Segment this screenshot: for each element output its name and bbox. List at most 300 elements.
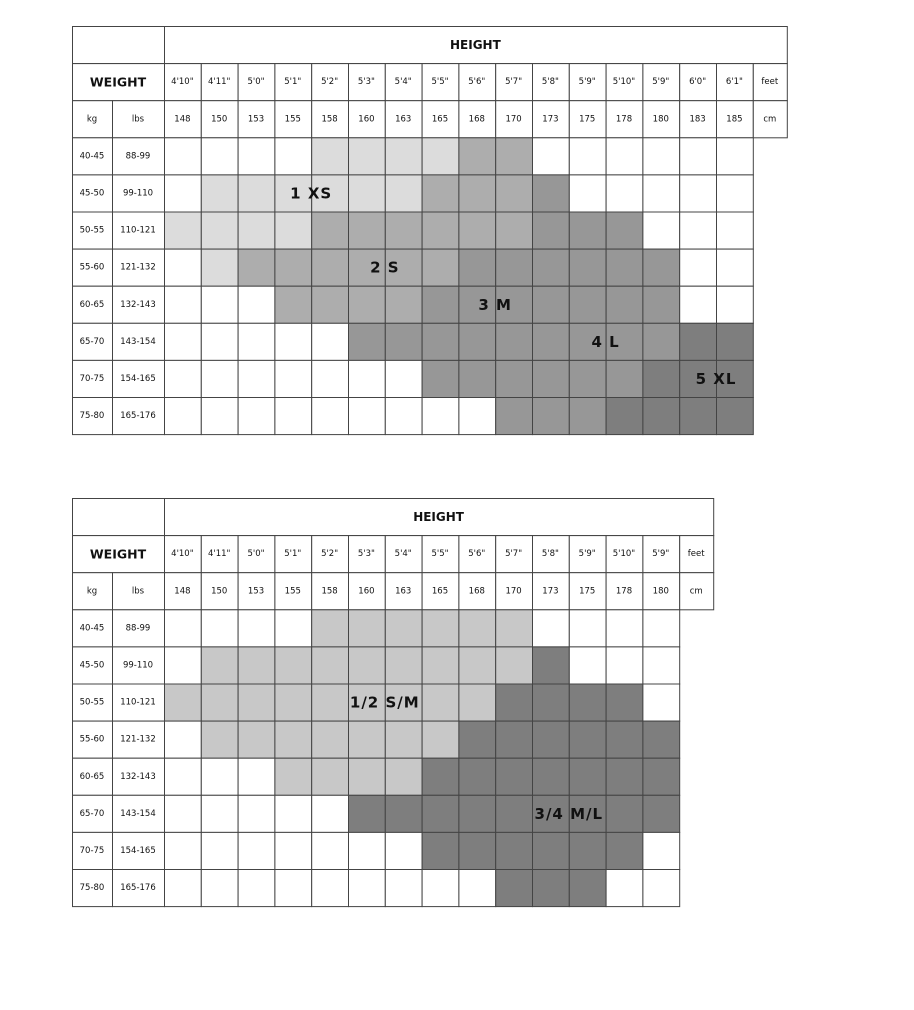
- height-cm-label: 175: [579, 114, 596, 125]
- size-grid-cell: [312, 832, 349, 869]
- height-cm-label: 150: [211, 114, 228, 125]
- weight-kg-label: 50-55: [79, 225, 105, 236]
- size-grid-cell: [606, 249, 643, 286]
- size-grid-cell: [349, 286, 386, 323]
- size-grid-cell: [643, 323, 680, 360]
- size-grid-cell: [165, 795, 202, 832]
- size-grid-cell: [496, 323, 533, 360]
- size-grid-cell: [533, 870, 570, 907]
- size-grid-cell: [275, 832, 312, 869]
- height-ft-label: 5'9": [652, 549, 670, 560]
- size-chart-2-svg: [72, 498, 722, 910]
- corner-cell: [73, 27, 165, 64]
- size-grid-cell: [459, 212, 496, 249]
- size-grid-cell: [312, 870, 349, 907]
- size-grid-cell: [717, 286, 754, 323]
- height-ft-label: 5'9": [578, 549, 596, 560]
- height-ft-label: 5'8": [541, 549, 559, 560]
- size-grid-cell: [275, 647, 312, 684]
- size-grid-cell: [569, 684, 606, 721]
- height-cm-label: 180: [652, 114, 669, 125]
- size-grid-cell: [385, 212, 422, 249]
- height-ft-label: 5'7": [505, 549, 523, 560]
- size-grid-cell: [643, 398, 680, 435]
- size-grid-cell: [349, 175, 386, 212]
- height-cm-label: 185: [726, 114, 743, 125]
- size-grid-cell: [569, 610, 606, 647]
- size-grid-cell: [496, 721, 533, 758]
- size-grid-cell: [165, 138, 202, 175]
- size-grid-cell: [459, 323, 496, 360]
- size-grid-cell: [496, 795, 533, 832]
- size-grid-cell: [680, 138, 717, 175]
- weight-lbs-label: 88-99: [125, 151, 151, 162]
- height-ft-label: 5'6": [468, 77, 486, 88]
- lbs-header: lbs: [131, 114, 145, 125]
- weight-lbs-label: 143-154: [120, 336, 156, 347]
- size-grid-cell: [717, 175, 754, 212]
- height-cm-label: 183: [689, 114, 706, 125]
- size-grid-cell: [717, 138, 754, 175]
- kg-header: kg: [86, 586, 98, 597]
- size-grid-cell: [680, 286, 717, 323]
- weight-kg-label: 55-60: [79, 262, 105, 273]
- size-grid-cell: [165, 249, 202, 286]
- size-grid-cell: [496, 647, 533, 684]
- height-cm-label: 158: [321, 114, 338, 125]
- size-grid-cell: [606, 212, 643, 249]
- size-grid-cell: [165, 684, 202, 721]
- size-label: 3/4 M/L: [534, 804, 604, 823]
- size-grid-cell: [385, 758, 422, 795]
- size-grid-cell: [201, 398, 238, 435]
- size-grid-cell: [717, 398, 754, 435]
- size-grid-cell: [606, 138, 643, 175]
- size-grid-cell: [165, 870, 202, 907]
- size-grid-cell: [606, 795, 643, 832]
- height-cm-label: 168: [468, 586, 485, 597]
- size-grid-cell: [349, 610, 386, 647]
- size-grid-cell: [275, 795, 312, 832]
- weight-kg-label: 40-45: [79, 623, 105, 634]
- size-grid-cell: [422, 360, 459, 397]
- height-cm-label: 173: [542, 586, 559, 597]
- size-grid-cell: [312, 138, 349, 175]
- size-grid-cell: [385, 610, 422, 647]
- height-ft-label: 5'8": [541, 77, 559, 88]
- height-ft-label: 5'6": [468, 549, 486, 560]
- size-grid-cell: [385, 832, 422, 869]
- size-grid-cell: [201, 138, 238, 175]
- size-grid-cell: [385, 175, 422, 212]
- size-grid-cell: [606, 647, 643, 684]
- size-grid-cell: [569, 360, 606, 397]
- height-cm-label: 175: [579, 586, 596, 597]
- height-ft-label: 6'1": [725, 77, 743, 88]
- size-grid-cell: [606, 684, 643, 721]
- size-grid-cell: [533, 684, 570, 721]
- size-label: 1/2 S/M: [349, 693, 420, 712]
- height-cm-label: 163: [395, 586, 412, 597]
- size-grid-cell: [569, 286, 606, 323]
- size-grid-cell: [496, 212, 533, 249]
- size-grid-cell: [422, 398, 459, 435]
- height-ft-label: 5'7": [505, 77, 523, 88]
- size-grid-cell: [165, 175, 202, 212]
- size-grid-cell: [349, 212, 386, 249]
- size-grid-cell: [165, 610, 202, 647]
- size-grid-cell: [496, 398, 533, 435]
- size-grid-cell: [201, 647, 238, 684]
- height-ft-label: 5'5": [431, 77, 449, 88]
- size-grid-cell: [569, 647, 606, 684]
- size-grid-cell: [385, 360, 422, 397]
- size-grid-cell: [238, 795, 275, 832]
- height-cm-label: 168: [468, 114, 485, 125]
- size-grid-cell: [643, 758, 680, 795]
- size-grid-cell: [201, 360, 238, 397]
- size-grid-cell: [275, 870, 312, 907]
- size-grid-cell: [385, 647, 422, 684]
- size-grid-cell: [643, 684, 680, 721]
- size-grid-cell: [643, 286, 680, 323]
- size-grid-cell: [459, 758, 496, 795]
- size-grid-cell: [459, 610, 496, 647]
- size-grid-cell: [238, 286, 275, 323]
- height-ft-label: 5'2": [321, 77, 339, 88]
- size-grid-cell: [238, 138, 275, 175]
- size-grid-cell: [422, 795, 459, 832]
- size-grid-cell: [459, 684, 496, 721]
- size-label: 3 M: [478, 295, 512, 314]
- size-grid-cell: [312, 795, 349, 832]
- size-grid-cell: [312, 758, 349, 795]
- weight-kg-label: 75-80: [79, 411, 105, 422]
- size-grid-cell: [201, 323, 238, 360]
- size-grid-cell: [349, 323, 386, 360]
- weight-kg-label: 45-50: [79, 660, 105, 671]
- size-grid-cell: [422, 870, 459, 907]
- size-grid-cell: [312, 684, 349, 721]
- size-grid-cell: [680, 249, 717, 286]
- size-grid-cell: [312, 398, 349, 435]
- size-chart-1: [72, 26, 792, 438]
- size-grid-cell: [643, 647, 680, 684]
- height-ft-label: 5'9": [578, 77, 596, 88]
- size-grid-cell: [275, 398, 312, 435]
- size-grid-cell: [312, 647, 349, 684]
- height-ft-label: 5'1": [284, 549, 302, 560]
- height-ft-label: 5'0": [247, 549, 265, 560]
- height-cm-label: 173: [542, 114, 559, 125]
- size-grid-cell: [459, 721, 496, 758]
- cm-unit-label: cm: [689, 586, 703, 597]
- kg-header: kg: [86, 114, 98, 125]
- size-chart-2: [72, 498, 722, 910]
- weight-lbs-label: 99-110: [122, 660, 154, 671]
- size-grid-cell: [165, 212, 202, 249]
- size-grid-cell: [533, 610, 570, 647]
- size-grid-cell: [496, 249, 533, 286]
- size-grid-cell: [606, 721, 643, 758]
- size-grid-cell: [680, 398, 717, 435]
- size-grid-cell: [312, 323, 349, 360]
- size-grid-cell: [533, 138, 570, 175]
- height-ft-label: 4'11": [207, 549, 231, 560]
- feet-unit-label: feet: [761, 77, 779, 88]
- size-grid-cell: [422, 212, 459, 249]
- size-grid-cell: [238, 870, 275, 907]
- size-grid-cell: [312, 249, 349, 286]
- size-grid-cell: [312, 610, 349, 647]
- size-grid-cell: [238, 758, 275, 795]
- weight-lbs-label: 165-176: [120, 411, 156, 422]
- size-label: 4 L: [591, 332, 620, 351]
- size-grid-cell: [422, 610, 459, 647]
- size-grid-cell: [569, 758, 606, 795]
- weight-lbs-label: 121-132: [120, 262, 156, 273]
- height-cm-label: 178: [615, 114, 633, 125]
- weight-kg-label: 70-75: [79, 845, 105, 856]
- size-grid-cell: [422, 249, 459, 286]
- corner-cell: [73, 499, 165, 536]
- size-grid-cell: [569, 175, 606, 212]
- size-grid-cell: [201, 610, 238, 647]
- weight-lbs-label: 99-110: [122, 188, 154, 199]
- weight-lbs-label: 132-143: [120, 299, 156, 310]
- size-label: 5 XL: [695, 369, 737, 388]
- size-label: 1 XS: [290, 184, 333, 203]
- height-ft-label: 5'4": [394, 77, 412, 88]
- size-grid-cell: [275, 684, 312, 721]
- size-grid-cell: [643, 721, 680, 758]
- size-grid-cell: [422, 721, 459, 758]
- size-grid-cell: [643, 249, 680, 286]
- size-grid-cell: [606, 398, 643, 435]
- size-label: 2 S: [370, 258, 400, 277]
- size-grid-cell: [238, 360, 275, 397]
- size-grid-cell: [717, 212, 754, 249]
- size-grid-cell: [312, 721, 349, 758]
- size-grid-cell: [459, 249, 496, 286]
- height-ft-label: 5'3": [357, 549, 375, 560]
- size-grid-cell: [459, 647, 496, 684]
- size-grid-cell: [606, 758, 643, 795]
- size-grid-cell: [201, 758, 238, 795]
- size-grid-cell: [533, 360, 570, 397]
- size-grid-cell: [238, 832, 275, 869]
- size-grid-cell: [275, 360, 312, 397]
- size-grid-cell: [312, 360, 349, 397]
- size-grid-cell: [496, 138, 533, 175]
- size-grid-cell: [201, 212, 238, 249]
- size-grid-cell: [533, 398, 570, 435]
- weight-kg-label: 55-60: [79, 734, 105, 745]
- cm-unit-label: cm: [763, 114, 777, 125]
- size-grid-cell: [422, 647, 459, 684]
- height-cm-label: 153: [247, 114, 265, 125]
- size-grid-cell: [275, 323, 312, 360]
- weight-lbs-label: 121-132: [120, 734, 156, 745]
- height-cm-label: 160: [358, 114, 375, 125]
- height-ft-label: 5'10": [612, 77, 636, 88]
- size-grid-cell: [275, 138, 312, 175]
- weight-header: WEIGHT: [89, 546, 147, 562]
- size-grid-cell: [349, 870, 386, 907]
- size-grid-cell: [643, 212, 680, 249]
- height-ft-label: 4'11": [207, 77, 231, 88]
- size-grid-cell: [349, 795, 386, 832]
- feet-unit-label: feet: [687, 549, 705, 560]
- size-grid-cell: [606, 360, 643, 397]
- size-grid-cell: [533, 323, 570, 360]
- size-grid-cell: [349, 832, 386, 869]
- height-cm-label: 165: [431, 114, 449, 125]
- size-grid-cell: [606, 175, 643, 212]
- weight-lbs-label: 165-176: [120, 883, 156, 894]
- size-grid-cell: [459, 832, 496, 869]
- size-grid-cell: [422, 758, 459, 795]
- size-grid-cell: [422, 175, 459, 212]
- size-grid-cell: [533, 647, 570, 684]
- size-grid-cell: [312, 286, 349, 323]
- size-grid-cell: [238, 398, 275, 435]
- height-cm-label: 178: [615, 586, 633, 597]
- weight-lbs-label: 154-165: [120, 373, 156, 384]
- size-grid-cell: [643, 360, 680, 397]
- weight-kg-label: 70-75: [79, 373, 105, 384]
- weight-lbs-label: 88-99: [125, 623, 151, 634]
- size-grid-cell: [385, 138, 422, 175]
- size-grid-cell: [569, 870, 606, 907]
- size-grid-cell: [533, 212, 570, 249]
- size-grid-cell: [459, 398, 496, 435]
- size-grid-cell: [201, 832, 238, 869]
- size-grid-cell: [201, 175, 238, 212]
- size-grid-cell: [569, 212, 606, 249]
- size-grid-cell: [496, 360, 533, 397]
- size-grid-cell: [349, 721, 386, 758]
- weight-kg-label: 75-80: [79, 883, 105, 894]
- size-grid-cell: [349, 360, 386, 397]
- height-cm-label: 148: [174, 114, 191, 125]
- height-cm-label: 170: [505, 586, 522, 597]
- height-ft-label: 4'10": [171, 549, 194, 560]
- size-grid-cell: [238, 721, 275, 758]
- size-grid-cell: [496, 610, 533, 647]
- size-grid-cell: [606, 870, 643, 907]
- size-grid-cell: [533, 175, 570, 212]
- height-ft-label: 5'4": [394, 549, 412, 560]
- size-grid-cell: [201, 684, 238, 721]
- weight-header: WEIGHT: [89, 74, 147, 90]
- size-grid-cell: [606, 832, 643, 869]
- size-grid-cell: [385, 721, 422, 758]
- size-grid-cell: [569, 398, 606, 435]
- size-grid-cell: [165, 398, 202, 435]
- size-grid-cell: [165, 647, 202, 684]
- height-ft-label: 5'3": [357, 77, 375, 88]
- weight-lbs-label: 110-121: [120, 697, 156, 708]
- size-grid-cell: [643, 795, 680, 832]
- size-grid-cell: [349, 758, 386, 795]
- weight-kg-label: 60-65: [79, 299, 105, 310]
- size-grid-cell: [422, 286, 459, 323]
- height-ft-label: 6'0": [689, 77, 707, 88]
- height-cm-label: 180: [652, 586, 669, 597]
- lbs-header: lbs: [131, 586, 145, 597]
- size-grid-cell: [349, 398, 386, 435]
- height-cm-label: 155: [284, 586, 301, 597]
- size-grid-cell: [643, 610, 680, 647]
- size-grid-cell: [496, 684, 533, 721]
- height-header: HEIGHT: [450, 38, 501, 53]
- height-ft-label: 5'5": [431, 549, 449, 560]
- size-grid-cell: [569, 249, 606, 286]
- size-grid-cell: [238, 647, 275, 684]
- size-grid-cell: [275, 758, 312, 795]
- size-grid-cell: [459, 360, 496, 397]
- size-grid-cell: [496, 758, 533, 795]
- size-grid-cell: [496, 175, 533, 212]
- size-grid-cell: [422, 138, 459, 175]
- size-grid-cell: [275, 721, 312, 758]
- size-grid-cell: [717, 323, 754, 360]
- size-grid-cell: [606, 610, 643, 647]
- size-grid-cell: [422, 832, 459, 869]
- size-grid-cell: [643, 175, 680, 212]
- size-grid-cell: [201, 721, 238, 758]
- size-grid-cell: [569, 138, 606, 175]
- size-grid-cell: [238, 212, 275, 249]
- height-cm-label: 158: [321, 586, 338, 597]
- size-grid-cell: [385, 795, 422, 832]
- size-grid-cell: [349, 647, 386, 684]
- size-grid-cell: [459, 138, 496, 175]
- size-grid-cell: [643, 832, 680, 869]
- weight-lbs-label: 143-154: [120, 808, 156, 819]
- weight-kg-label: 50-55: [79, 697, 105, 708]
- size-chart-1-svg: [72, 26, 792, 438]
- height-ft-label: 5'2": [321, 549, 339, 560]
- size-grid-cell: [533, 249, 570, 286]
- height-cm-label: 170: [505, 114, 522, 125]
- height-cm-label: 160: [358, 586, 375, 597]
- size-grid-cell: [165, 286, 202, 323]
- size-grid-cell: [422, 323, 459, 360]
- size-grid-cell: [312, 212, 349, 249]
- size-grid-cell: [275, 610, 312, 647]
- size-grid-cell: [238, 249, 275, 286]
- size-grid-cell: [422, 684, 459, 721]
- size-grid-cell: [238, 323, 275, 360]
- height-cm-label: 165: [431, 586, 449, 597]
- weight-kg-label: 40-45: [79, 151, 105, 162]
- size-grid-cell: [533, 832, 570, 869]
- size-grid-cell: [349, 138, 386, 175]
- size-grid-cell: [238, 610, 275, 647]
- size-grid-cell: [643, 138, 680, 175]
- size-grid-cell: [533, 721, 570, 758]
- weight-kg-label: 60-65: [79, 771, 105, 782]
- size-grid-cell: [238, 684, 275, 721]
- weight-kg-label: 65-70: [79, 808, 105, 819]
- size-grid-cell: [385, 323, 422, 360]
- size-grid-cell: [201, 870, 238, 907]
- size-grid-cell: [459, 175, 496, 212]
- size-grid-cell: [165, 758, 202, 795]
- size-grid-cell: [717, 249, 754, 286]
